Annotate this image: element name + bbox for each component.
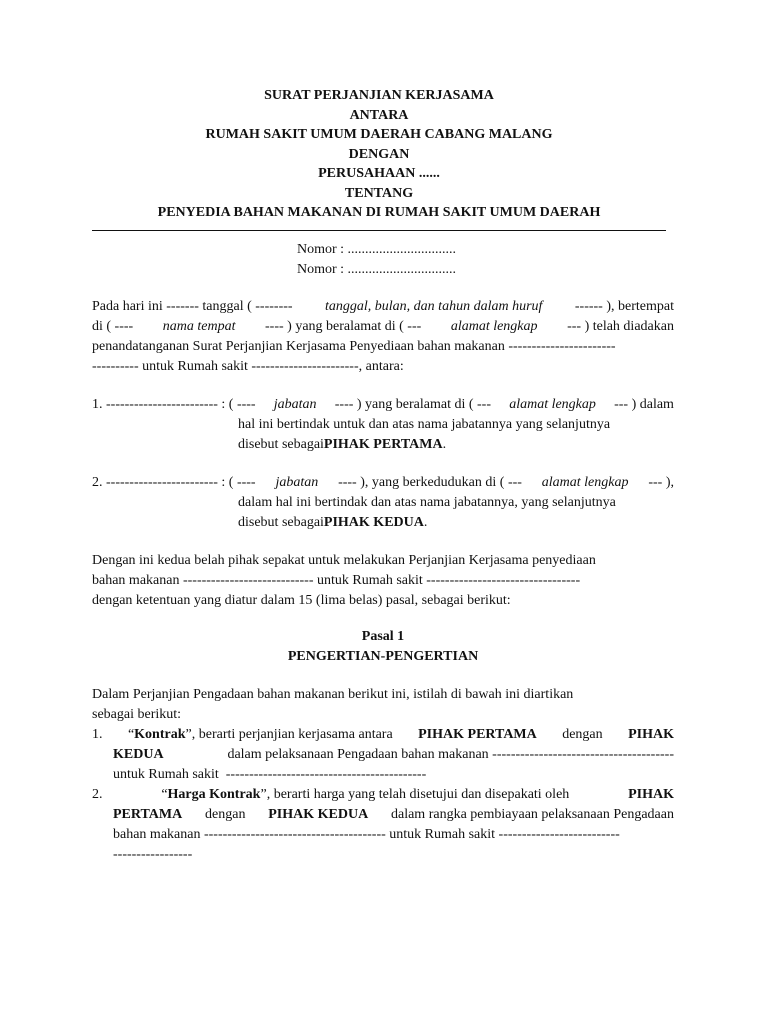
party-second-text: ---- ), yang berkedudukan di ( --- [338,475,522,490]
opening-text: ---- ) yang beralamat di ( --- [265,319,422,334]
title-line-2: ANTARA [349,107,409,123]
party-second [92,473,674,533]
quote-mark: “ [161,787,168,802]
definitions-intro: sebagai berikut: [92,707,182,722]
definition-item [92,785,674,865]
party-first-text: --- ) dalam [614,397,674,412]
article-title: PENGERTIAN-PENGERTIAN [287,649,479,664]
party-first-address-placeholder: alamat lengkap [509,397,596,412]
definitions-intro: Dalam Perjanjian Pengadaan bahan makanan berikut ini, istilah di bawah ini diartikan [92,687,574,702]
agreement-text: bahan makanan ---------------------------- untuk Rumah sakit --------------------------------- [92,573,581,588]
definition-text: ----------------- [113,847,193,862]
party-first-name: 1. ------------------------ : ( ---- [92,397,256,412]
title-line-1: SURAT PERJANJIAN KERJASAMA [264,88,494,103]
definition-item [92,725,674,785]
party-first-text: hal ini bertindak untuk dan atas nama jabatannya yang selanjutnya [238,417,611,432]
party-first [92,395,674,455]
opening-address-placeholder: alamat lengkap [450,319,538,334]
opening-text: penandatanganan Surat Perjanjian Kerjasama Penyediaan bahan makanan ----------------------- [92,339,616,354]
party-second-period: . [423,515,428,530]
opening-paragraph [92,297,674,377]
definition-text: dengan [562,727,603,742]
opening-text: di ( ---- [92,319,134,334]
title-line-4: DENGAN [348,146,410,162]
party-first-designation: PERTAMA [113,807,183,822]
opening-text: --- ) telah diadakan [567,319,674,334]
title-line-5: PERUSAHAAN ...... [318,166,440,181]
quote-mark: “ [127,727,135,742]
party-second-address-placeholder: alamat lengkap [541,475,629,490]
opening-place-placeholder: nama tempat [162,319,236,334]
document-title [92,86,666,223]
party-second-text: dalam hal ini bertindak dan atas nama jabatannya, yang selanjutnya [238,495,616,510]
document-number-2: Nomor : ............................... [297,262,457,277]
agreement-text: Dengan ini kedua belah pihak sepakat untuk melakukan Perjanjian Kerjasama penyediaan [92,553,596,568]
party-second-designation: PIHAK KEDUA [268,807,369,822]
definition-text: ”, berarti harga yang telah disetujui dan disepakati oleh [260,787,570,802]
article-number: Pasal 1 [361,629,405,644]
party-first-designation: PIHAK PERTAMA [418,727,537,742]
party-second-position-placeholder: jabatan [275,475,319,490]
article-heading [92,627,674,667]
title-line-6: TENTANG [344,185,414,201]
definition-text: dalam rangka pembiayaan pelaksanaan Pengadaan [390,807,674,822]
definition-text: dalam pelaksanaan Pengadaan bahan makanan --------------------------------------- [227,747,674,762]
definition-text: ”, berarti perjanjian kerjasama antara [185,727,393,742]
party-second-designation: PIHAK KEDUA [323,515,424,530]
definitions-section [92,685,674,865]
party-second-text: disebut sebagai [238,515,324,530]
party-second-text: --- ), [648,475,674,490]
opening-text: ------ ), bertempat [574,299,674,314]
definition-number: 1. [92,727,103,742]
party-first-designation: PIHAK PERTAMA [323,437,443,452]
definition-text: bahan makanan --------------------------------------- untuk Rumah sakit -------------------------- [113,827,620,842]
party-first-position-placeholder: jabatan [273,397,317,412]
definition-text: untuk Rumah sakit ------------------------------------------- [113,767,427,782]
opening-text: Pada hari ini ------- tanggal ( -------- [92,299,293,314]
party-first-period: . [442,437,447,452]
party-second-designation: KEDUA [113,747,164,762]
opening-date-placeholder: tanggal, bulan, dan tahun dalam huruf [325,299,543,314]
agreement-paragraph [92,551,674,611]
party-second-designation: PIHAK [628,727,674,742]
party-first-text: ---- ) yang beralamat di ( --- [334,397,491,412]
definition-term: Harga Kontrak [167,787,261,802]
opening-text: ---------- untuk Rumah sakit -----------------------, antara: [92,359,404,374]
party-first-text: disebut sebagai [238,437,324,452]
document-number-block [297,240,456,280]
agreement-text: dengan ketentuan yang diatur dalam 15 (lima belas) pasal, sebagai berikut: [92,593,511,608]
definition-number: 2. [92,787,103,802]
title-line-3: RUMAH SAKIT UMUM DAERAH CABANG MALANG [205,127,553,142]
party-first-designation: PIHAK [628,787,674,802]
definition-text: dengan [205,807,246,822]
title-line-7: PENYEDIA BAHAN MAKANAN DI RUMAH SAKIT UMUM DAERAH [157,205,601,220]
document-number-1: Nomor : ............................... [297,242,457,257]
title-divider [92,230,666,231]
definition-term: Kontrak [134,727,186,742]
party-second-name: 2. ------------------------ : ( ---- [92,475,256,490]
